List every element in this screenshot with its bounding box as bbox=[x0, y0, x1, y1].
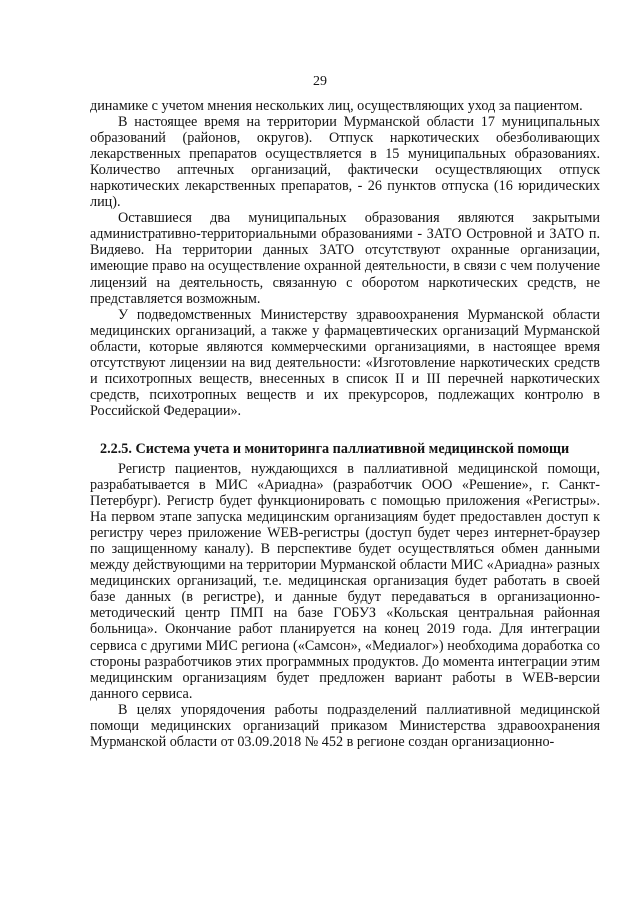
section-heading: 2.2.5. Система учета и мониторинга паллиативной медицинской помощи bbox=[100, 440, 570, 457]
paragraph-licenses: У подведомственных Министерству здравоохранения Мурманской области медицинских организаций, а также у фармацевтических организаций Мурманской области, которые являются коммерческими организациями, в настоящее время отсутствуют лицензии на вид деятельности: «Изготовление наркотических средств и психотропных веществ, внесенных в список II и III перечней наркотических средств, психотропных веществ и их прекурсоров, подлежащих контролю в Российской Федерации». bbox=[90, 306, 600, 419]
paragraph-patient-registry: Регистр пациентов, нуждающихся в паллиативной медицинской помощи, разрабатывается в МИС «Ариадна» (разработчик ООО «Решение», г. Санкт-Петербург). Регистр будет функционировать с помощью приложения «Регистры». На первом этапе запуска медицинским организациям будет предоставлен доступ к регистру через приложение WEB-регистры (доступ будет через интернет-браузер по защищенному каналу). В перспективе будет осуществляться обмен данными между действующими на территории Мурманской области МИС «Ариадна» разных медицинских организаций, т.е. медицинская организация будет работать в своей базе данных (в регистре), и данные будут передаваться в организационно-методический центр ПМП на базе ГОБУЗ «Кольская центральная районная больница». Окончание работ планируется на конец 2019 года. Для интеграции сервиса с другими МИС региона («Самсон», «Медиалог») необходима доработка со стороны разработчиков этих программных продуктов. До момента интеграции этим медицинским организациям будет предложен вариант работы в WEB-версии данного сервиса. bbox=[90, 460, 600, 702]
paragraph-continuation: динамике с учетом мнения нескольких лиц, осуществляющих уход за пациентом. bbox=[90, 98, 583, 114]
paragraph-zato: Оставшиеся два муниципальных образования являются закрытыми административно-территориальными образованиями - ЗАТО Островной и ЗАТО п. Видяево. На территории данных ЗАТО отсутствуют охранные организации, имеющие право на осуществление охранной деятельности, в связи с чем получение лицензий на деятельность, связанную с оборотом наркотических средств, не представляется возможным. bbox=[90, 210, 600, 307]
paragraph-palliative-order: В целях упорядочения работы подразделений паллиативной медицинской помощи медицинских организаций приказом Министерства здравоохранения Мурманской области от 03.09.2018 № 452 в регионе создан организационно- bbox=[90, 701, 600, 750]
page-number: 29 bbox=[313, 74, 327, 89]
paragraph-municipal-formations: В настоящее время на территории Мурманской области 17 муниципальных образований (районов, округов). Отпуск наркотических обезболивающих лекарственных препаратов осуществляется в 15 муниципальных образованиях. Количество аптечных организаций, фактически осуществляющих отпуск наркотических лекарственных препаратов, - 26 пунктов отпуска (16 юридических лиц). bbox=[90, 114, 600, 211]
document-body bbox=[90, 98, 600, 750]
